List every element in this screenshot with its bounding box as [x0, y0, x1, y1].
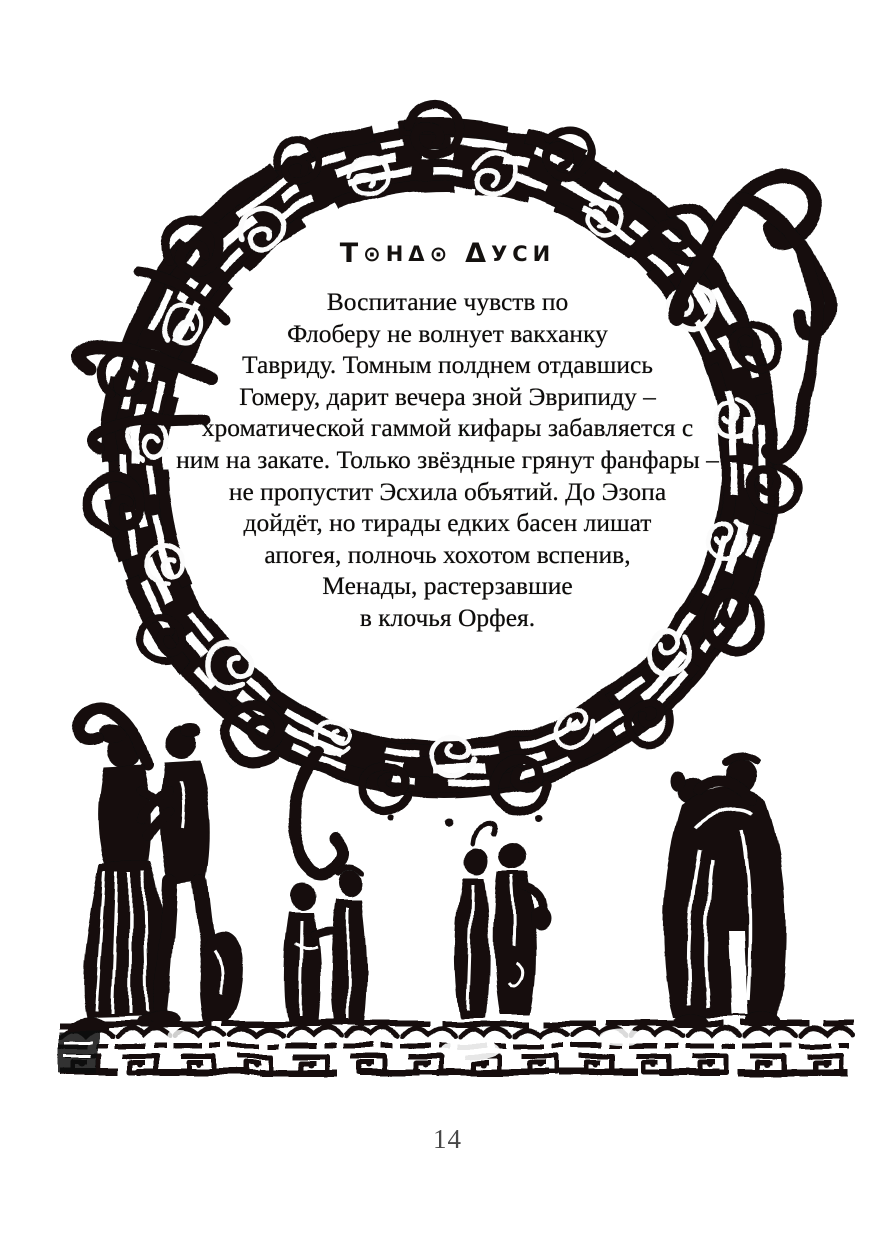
- figure-couple-with-plumed-helmet: [455, 822, 550, 1018]
- figure-dancing-couple-left: [66, 708, 242, 1032]
- title-word2-rest: УСИ: [491, 242, 556, 266]
- poem-line: Гомеру, дарит вечера зной Эврипиду –: [239, 381, 656, 411]
- title-word2-initial: Δ: [465, 238, 492, 269]
- poem-line: не пропустит Эсхила объятий. До Эзопа: [228, 476, 667, 506]
- poem-line: в клочья Орфея.: [359, 602, 536, 632]
- poem-title: [0, 238, 895, 269]
- title-word1-initial: Т: [339, 238, 364, 269]
- ornamental-frieze-band: [58, 1022, 856, 1080]
- poem-line: дойдёт, но тирады едких басен лишат: [243, 508, 652, 538]
- poem-line: ним на закате. Только звёздные грянут фанфары –: [176, 444, 719, 474]
- figure-embracing-couple-right: [664, 757, 786, 1028]
- poem-line: апогея, полночь хохотом вспенив,: [264, 539, 631, 569]
- poem-line: Воспитание чувств по: [326, 287, 569, 316]
- poem-line: Флоберу не волнует вакханку: [287, 318, 608, 348]
- poem-line: хроматической гаммой кифары забавляется с: [201, 413, 694, 443]
- poem-text: [0, 286, 895, 634]
- page-number: 14: [433, 1124, 462, 1154]
- figure-small-couple: [284, 868, 367, 1026]
- title-word1-rest: ⊙НΔ⊙: [363, 242, 453, 266]
- poem-line: Менады, растерзавшие: [322, 571, 573, 601]
- poem-line: Тавриду. Томным полднем отдавшись: [242, 350, 653, 380]
